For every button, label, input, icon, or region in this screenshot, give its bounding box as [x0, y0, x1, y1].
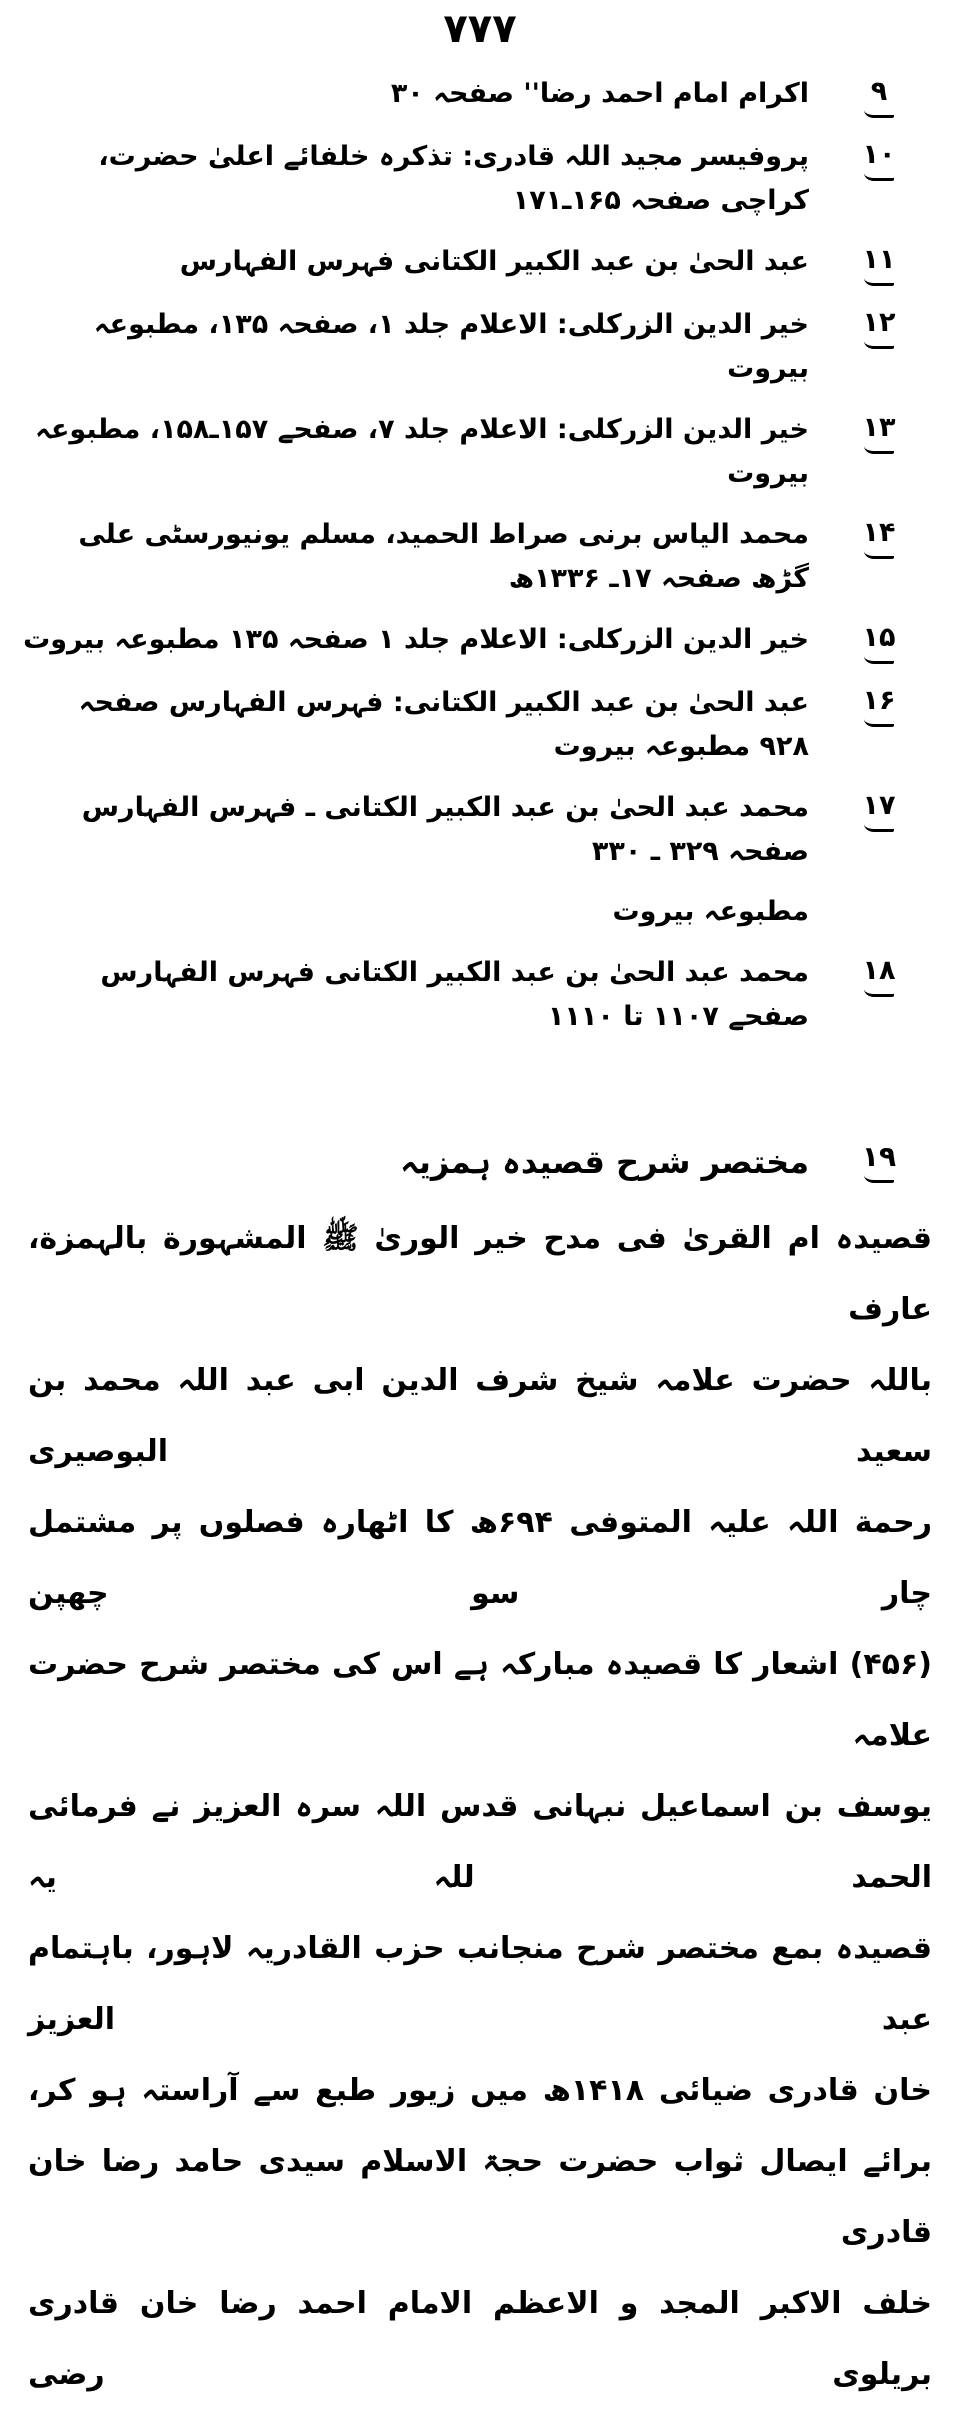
paragraph-line: برائے ایصال ثواب حضرت حجۃ الاسلام سیدی حامد رضا خان قادری	[28, 2144, 932, 2250]
section-heading	[0, 1137, 960, 1187]
reference-item	[20, 513, 905, 601]
number-flourish-icon	[864, 716, 894, 727]
reference-text	[20, 303, 809, 391]
reference-text-line: پروفیسر مجید اللہ قادری: تذکرہ خلفائے اعلیٰ حضرت، کراچی صفحہ ۱۶۵ـ۱۷۱	[98, 141, 809, 216]
reference-item	[20, 951, 905, 1039]
reference-text-line: خیر الدین الزرکلی: الاعلام جلد ۷، صفحے ۱۵۷ـ۱۵۸، مطبوعہ بیروت	[35, 414, 809, 489]
section-title: مختصر شرح قصیدہ ہمزیہ	[400, 1143, 809, 1181]
reference-text	[20, 408, 809, 496]
reference-item	[20, 618, 905, 664]
reference-item	[20, 72, 905, 118]
reference-list	[0, 60, 960, 1039]
paragraph-line: (۴۵۶) اشعار کا قصیدہ مبارکہ ہے اس کی مختصر شرح حضرت علامہ	[28, 1647, 932, 1753]
reference-text	[20, 135, 809, 223]
page-number: ۷۷۷	[443, 6, 517, 52]
paragraph-line: خلف الاکبر المجد و الاعظم الامام احمد رضا خان قادری بریلوی رضی	[28, 2286, 932, 2392]
reference-number	[853, 408, 905, 454]
paragraph-line: خان قادری ضیائی ۱۴۱۸ھ میں زیور طبع سے آراستہ ہو کر،	[28, 2073, 932, 2108]
reference-item	[20, 240, 905, 286]
number-flourish-icon	[864, 986, 894, 997]
reference-number	[853, 72, 905, 118]
reference-text	[20, 240, 809, 284]
reference-text	[20, 618, 809, 662]
reference-number-digit: ۱۷	[862, 790, 896, 821]
reference-text-line: خیر الدین الزرکلی: الاعلام جلد ۱، صفحہ ۱۳۵، مطبوعہ بیروت	[93, 309, 809, 384]
number-flourish-icon	[864, 443, 894, 454]
reference-text	[20, 786, 809, 934]
reference-number-digit: ۱۰	[862, 139, 896, 170]
reference-number	[853, 786, 905, 832]
reference-number-digit: ۱۴	[862, 517, 896, 548]
reference-text-line: محمد عبد الحیٰ بن عبد الکبیر الکتانی ـ فہرس الفہارس صفحہ ۳۲۹ ـ ۳۳۰	[81, 792, 809, 867]
number-flourish-icon	[864, 548, 894, 559]
number-flourish-icon	[864, 653, 894, 664]
section-number-digit: ۱۹	[861, 1140, 897, 1173]
reference-number	[853, 951, 905, 997]
number-flourish-icon	[864, 338, 894, 349]
reference-item	[20, 786, 905, 934]
section-number	[853, 1137, 905, 1183]
reference-text-line: محمد الیاس برنی صراط الحمید، مسلم یونیورسٹی علی گڑھ صفحہ ۱۷ـ ۱۳۳۶ھ	[78, 519, 809, 594]
number-flourish-icon	[864, 170, 894, 181]
reference-number-digit: ۱۱	[862, 244, 896, 275]
reference-text-line: محمد عبد الحیٰ بن عبد الکبیر الکتانی فہرس الفہارس صفحے ۱۱۰۷ تا ۱۱۱۰	[100, 957, 809, 1032]
paragraph-line: باللہ حضرت علامہ شیخ شرف الدین ابی عبد اللہ محمد بن سعید البوصیری	[28, 1363, 932, 1469]
reference-text-continuation: مطبوعہ بیروت	[612, 896, 809, 927]
reference-item	[20, 303, 905, 391]
reference-text	[20, 513, 809, 601]
paragraph-line: یوسف بن اسماعیل نبہانی قدس اللہ سرہ العزیز نے فرمائی الحمد للہ یہ	[28, 1789, 932, 1895]
reference-text	[20, 681, 809, 769]
reference-text-line: عبد الحیٰ بن عبد الکبیر الکتانی فہرس الفہارس	[179, 246, 809, 277]
reference-number-digit: ۱۵	[862, 622, 896, 653]
reference-number	[853, 303, 905, 349]
reference-number-digit: ۱۲	[862, 307, 896, 338]
paragraph-line: قصیدہ بمع مختصر شرح منجانب حزب القادریہ لاہور، باہتمام عبد العزیز	[28, 1931, 932, 2037]
reference-number-digit: ۱۸	[862, 955, 896, 986]
reference-number-digit: ۱۶	[862, 685, 896, 716]
reference-number-digit: ۱۳	[862, 412, 896, 443]
reference-item	[20, 135, 905, 223]
body-paragraph	[0, 1187, 960, 2410]
reference-text	[20, 72, 809, 116]
reference-item	[20, 408, 905, 496]
reference-text	[20, 951, 809, 1039]
reference-text-line: خیر الدین الزرکلی: الاعلام جلد ۱ صفحہ ۱۳۵ مطبوعہ بیروت	[23, 624, 809, 655]
paragraph-line: رحمة اللہ علیہ المتوفی ۶۹۴ھ کا اٹھارہ فصلوں پر مشتمل چار سو چھپن	[28, 1505, 932, 1611]
reference-number	[853, 513, 905, 559]
reference-item	[20, 681, 905, 769]
reference-text-line: عبد الحیٰ بن عبد الکبیر الکتانی: فہرس الفہارس صفحہ ۹۲۸ مطبوعہ بیروت	[78, 687, 809, 762]
reference-number	[853, 240, 905, 286]
reference-text-line: اکرام امام احمد رضا'' صفحہ ۳۰	[390, 78, 809, 109]
reference-number-digit: ۹	[870, 76, 888, 107]
reference-number	[853, 618, 905, 664]
number-flourish-icon	[864, 107, 894, 118]
reference-number	[853, 135, 905, 181]
number-flourish-icon	[864, 1172, 894, 1183]
paragraph-line: قصیدہ ام القریٰ فی مدح خیر الوریٰ ﷺ المشہورة بالہمزة، عارف	[28, 1221, 932, 1327]
reference-number	[853, 681, 905, 727]
number-flourish-icon	[864, 821, 894, 832]
number-flourish-icon	[864, 275, 894, 286]
